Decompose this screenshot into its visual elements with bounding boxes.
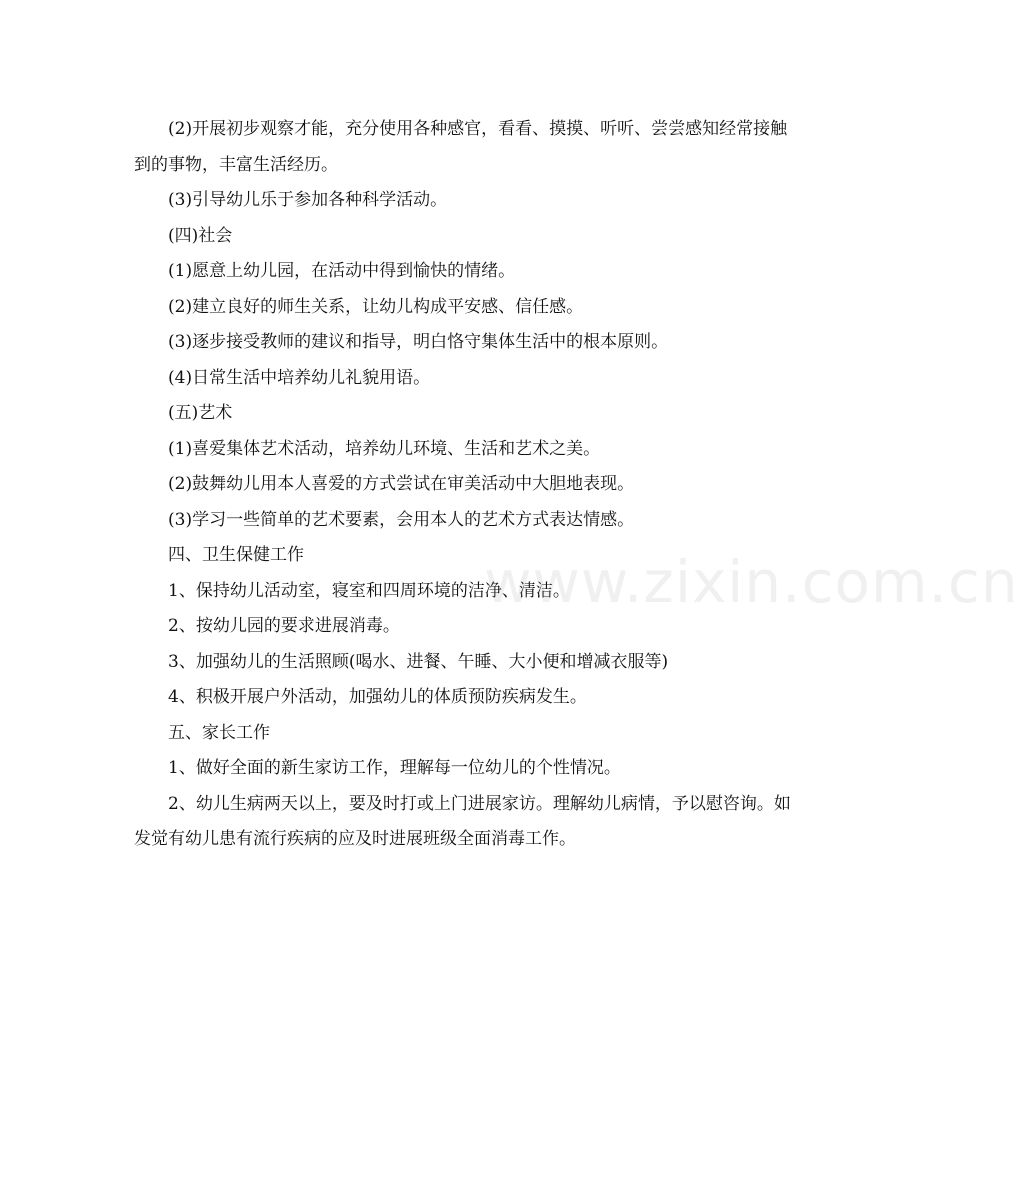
paragraph: 3、加强幼儿的生活照顾(喝水、进餐、午睡、大小便和增减衣服等)	[168, 651, 669, 672]
section-heading: 五、家长工作	[168, 722, 270, 743]
paragraph: 2、幼儿生病两天以上，要及时打或上门进展家访。理解幼儿病情，予以慰咨询。如发觉有幼儿患有流行疾病的应及时进展班级全面消毒工作。	[134, 793, 791, 849]
paragraph: (3)引导幼儿乐于参加各种科学活动。	[168, 190, 448, 210]
paragraph: (2)建立良好的师生关系，让幼儿构成平安感、信任感。	[168, 296, 584, 317]
watermark: www.zixin.com.cn	[484, 548, 1019, 616]
paragraph: (2)鼓舞幼儿用本人喜爱的方式尝试在审美活动中大胆地表现。	[168, 474, 635, 494]
paragraph: (1)愿意上幼儿园，在活动中得到愉快的情绪。	[168, 261, 516, 281]
paragraph: 2、按幼儿园的要求进展消毒。	[168, 616, 400, 636]
section-heading: (五)艺术	[168, 403, 233, 423]
section-heading: (四)社会	[168, 225, 233, 246]
paragraph: (3)学习一些简单的艺术要素，会用本人的艺术方式表达情感。	[168, 509, 635, 530]
paragraph: 4、积极开展户外活动，加强幼儿的体质预防疾病发生。	[168, 687, 587, 707]
paragraph: (4)日常生活中培养幼儿礼貌用语。	[168, 367, 431, 388]
section-heading: 四、卫生保健工作	[168, 545, 304, 565]
paragraph: 1、做好全面的新生家访工作，理解每一位幼儿的个性情况。	[168, 758, 621, 778]
paragraph: (1)喜爱集体艺术活动，培养幼儿环境、生活和艺术之美。	[168, 438, 601, 459]
document-body	[134, 112, 794, 858]
paragraph: 1、保持幼儿活动室，寝室和四周环境的洁净、清洁。	[168, 580, 570, 601]
paragraph: (2)开展初步观察才能，充分使用各种感官，看看、摸摸、听听、尝尝感知经常接触到的事物，丰富生活经历。	[134, 119, 788, 175]
paragraph: (3)逐步接受教师的建议和指导，明白恪守集体生活中的根本原则。	[168, 332, 669, 352]
